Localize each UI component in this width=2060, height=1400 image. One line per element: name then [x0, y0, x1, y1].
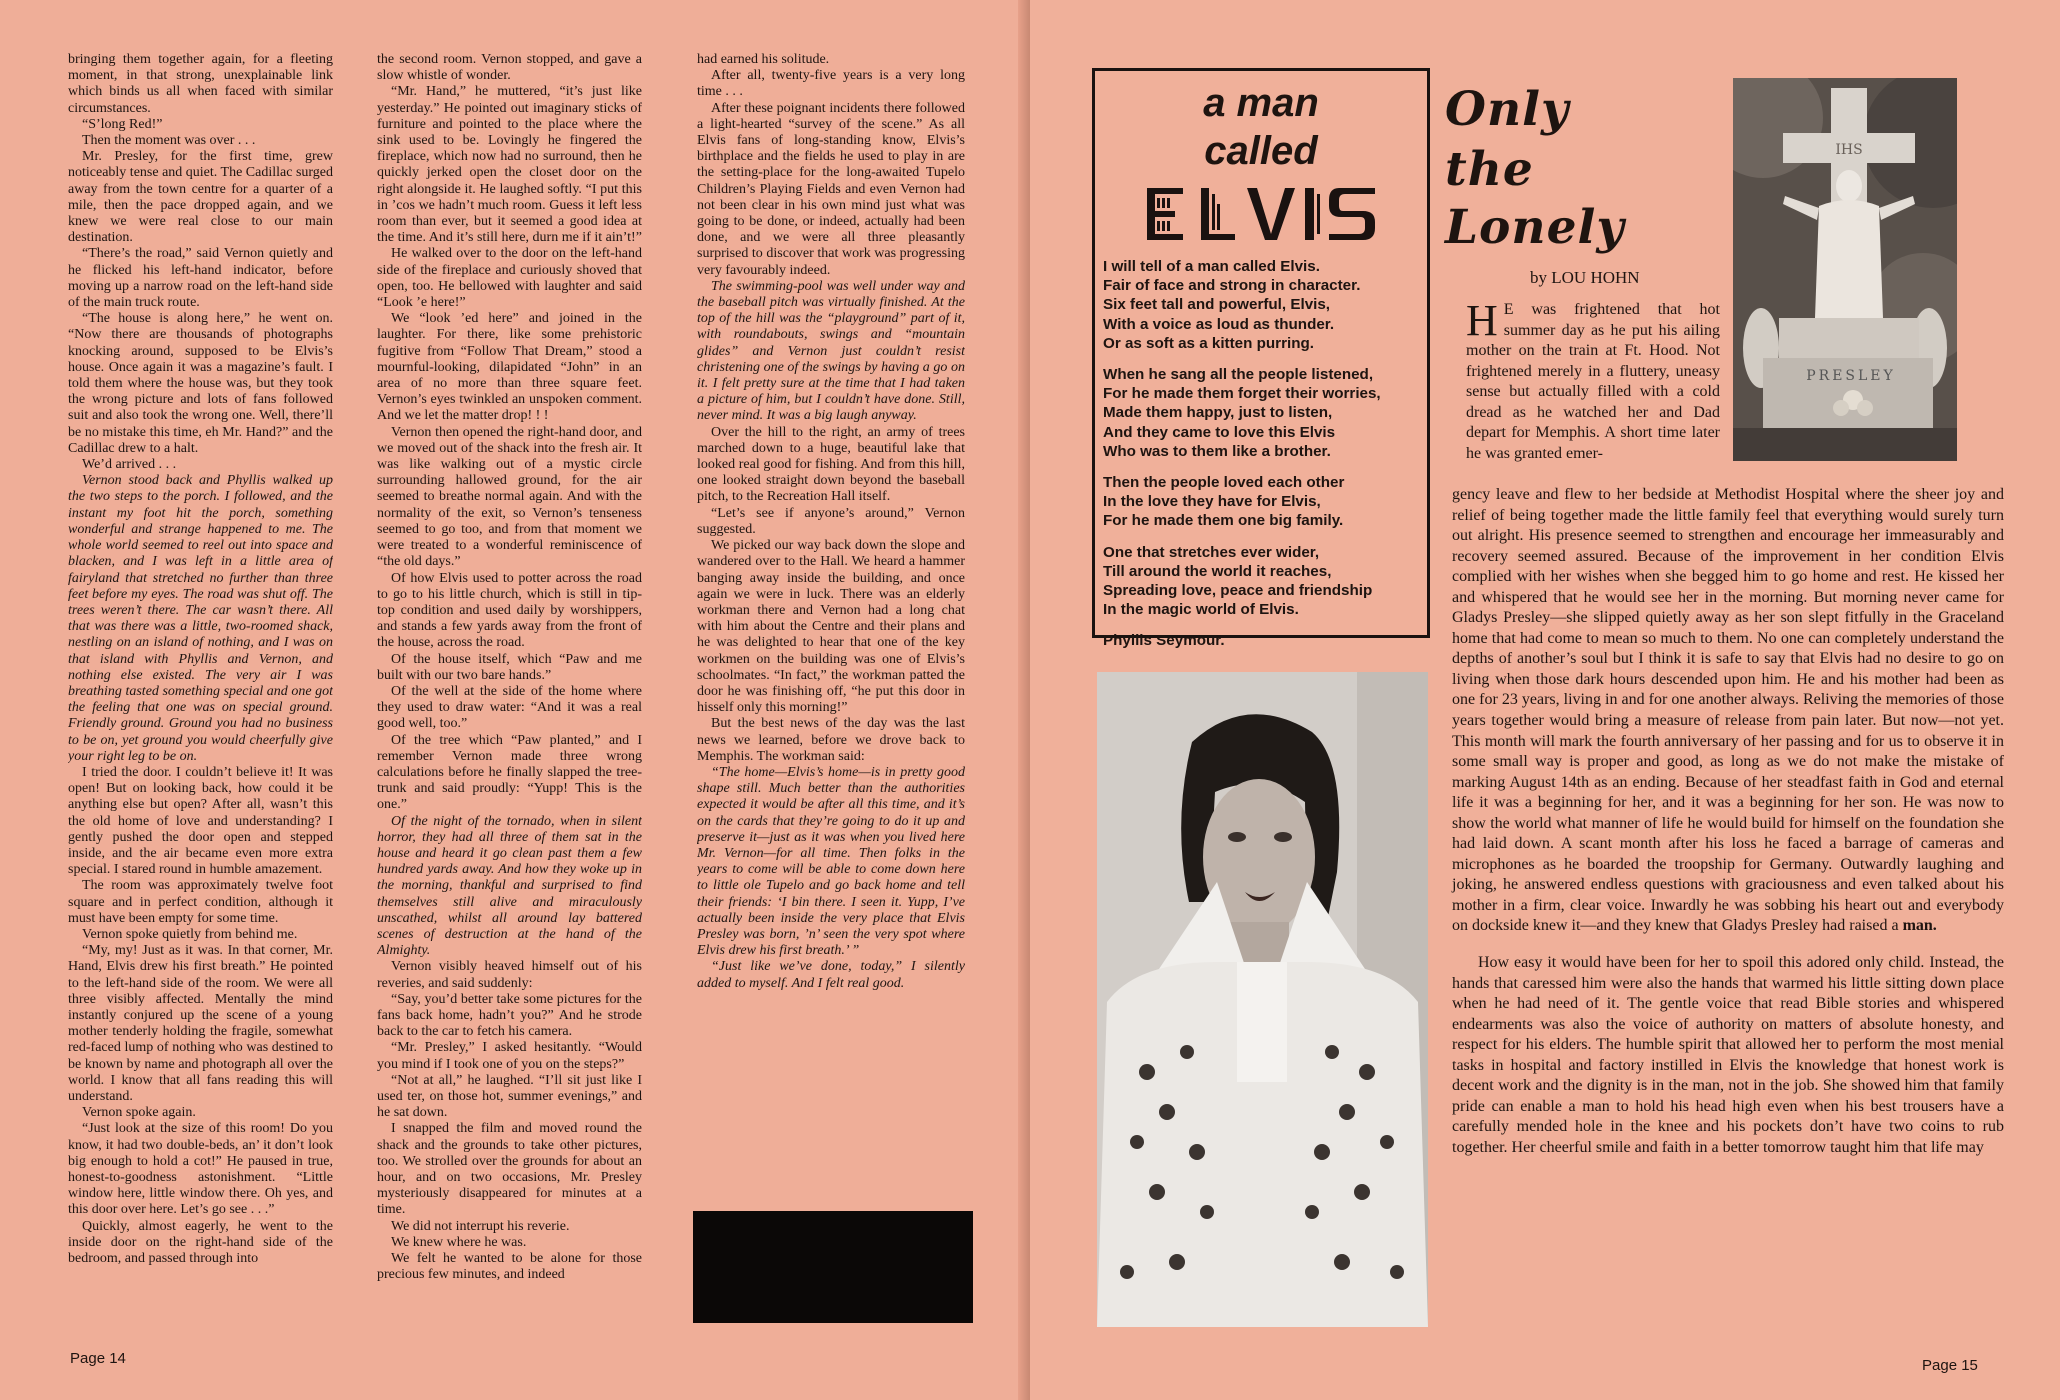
column-paragraph: The swimming-pool was well under way and the baseball pitch was virtually finished. At the top of the hill was the “playground” part of it, with roundabouts, swings and “mountain glides” and Vernon just couldn’t resist christening one of the swings by having a go on it. I felt pretty sure at the time that I had taken a picture of him, but I couldn’t have done. Still, never mind. It was a big laugh anyway. [697, 278, 965, 424]
poem-line: When he sang all the people listened, [1103, 366, 1374, 384]
article-body [1452, 485, 2004, 1159]
column-paragraph: bringing them together again, for a fleeting moment, in that strong, unexplainable link which binds us all when faced with similar circumstances. [68, 52, 333, 116]
page-number-right: Page 15 [1922, 1357, 1978, 1374]
column-paragraph: He walked over to the door on the left-hand side of the fireplace and curiously shoved that open, too. He bellowed with laughter and said “Look ’e here!” [377, 246, 642, 311]
column-paragraph: had earned his solitude. [697, 52, 830, 67]
elvis-logo [1143, 184, 1383, 244]
poem-box [1092, 68, 1430, 650]
column-paragraph: “Not at all,” he laughed. “I’ll sit just like I used ter, on those hot, summer evenings,” and he sat down. [377, 1072, 642, 1121]
article-paragraph-1 [1452, 485, 2004, 937]
paragraph-1-text: gency leave and flew to her bedside at Methodist Hospital where the sheer joy and relief of being together made the little family feel that everything would surely turn out alright. His presence seemed to strengthen and encourage her immeasurably and recovery seemed assured. Because of the improvement in her condition Elvis complied with her wishes when she begged him to go home and rest. He kissed her and whispered that he would see her in the morning. But morning never came for Gladys Presley—she slipped quietly away as her son slept fitfully in the Graceland home that had come to mean so much to them. No one can completely understand the depths of another’s soul but I think it is safe to say that Elvis had no desire to go on living when those dark hours descended upon him. He and his mother had been as one for 23 years, living in and for one another always. Reliving the memories of those years together would bring a measure of release from pain later. But now—not yet. This month will mark the fourth anniversary of her passing and for us to observe it in some small way is proper and good, as long as we do not make the mistake of marking August 14th as an ending. Because of her steadfast faith in God and eternal life it was a beginning for her, and it was a beginning for her son. He was now to show the world what manner of life he would build for himself on the foundation she had laid down. A scant month after his loss he faced a barrage of cameras and microphones as he boarded the troopship for Germany. Outwardly laughing and joking, he answered endless questions with graciousness and even talked about his mother in a firm, clear voice. Inwardly he was sobbing his heart out and everybody on dockside knew it—and they knew that Gladys Presley had raised a [1452, 486, 2004, 935]
column-paragraph: Vernon stood back and Phyllis walked up the two steps to the porch. I followed, and the instant my foot hit the porch, something wonderful and strange happened to me. The whole world seemed to reel out into space and blacken, and I was left in a little area of fairyland that stretched no further than three feet before my eyes. The road was shut off. The trees weren’t there. The car wasn’t there. All that was there was a little, two-roomed shack, nestling on an island of nothing, and I was on that island with Phyllis and Vernon, and nothing else existed. The very air I was breathing tasted something special and one got the feeling that one was on special ground. Friendly ground. Ground you had no business to be on, yet ground you would cheerfully give your right leg to be on. [68, 473, 333, 764]
poem-line: I will tell of a man called Elvis. [1103, 258, 1320, 275]
poem-line: One that stretches ever wider, [1103, 543, 1320, 561]
poem-line: Till around the world it reaches, [1103, 562, 1332, 580]
column-paragraph: “Let’s see if anyone’s around,” Vernon suggested. [697, 505, 965, 537]
column-paragraph: Of the well at the side of the home where they used to draw water: “And it was a real good well, too.” [377, 683, 642, 732]
column-paragraph: Then the moment was over . . . [82, 133, 256, 149]
column-paragraph: the second room. Vernon stopped, and gave a slow whistle of wonder. [377, 52, 642, 84]
column-paragraph: We felt he wanted to be alone for those precious few minutes, and indeed [377, 1251, 642, 1283]
grave-inscription: PRESLEY [1806, 368, 1896, 384]
column-paragraph: “There’s the road,” said Vernon quietly and he flicked his left-hand indicator, before moving up a narrow road on the left-hand side of the main truck route. [68, 246, 333, 311]
poem-line: For he made them one big family. [1103, 512, 1344, 530]
column-paragraph: “My, my! Just as it was. In that corner, Mr. Hand, Elvis drew his first breath.” He pointed to the left-hand side of the room. We were all three visibly affected. Mentally the mind instantly conjured up the scene of a young mother tenderly holding the fragile, somewhat red-faced lump of nothing who was destined to be known by name and photograph all over the world. I know that all fans reading this will understand. [68, 943, 333, 1104]
column-paragraph: Of how Elvis used to potter across the road to go to his little church, which is still in tip-top condition and used daily by worshippers, and stands a few yards away from the front of the house, across the road. [377, 570, 642, 651]
poem-line: Made them happy, just to listen, [1103, 404, 1333, 422]
article-paragraph-2: How easy it would have been for her to spoil this adored only child. Instead, the hands that caressed him were also the hands that warmed his little sitting down place when he had need of it. The gentle voice that read Bible stories and whispered endearments was also the voice of authority on matters of absolute honesty, and respect for his elders. The humble spirit that allowed her to perform the most menial tasks in hospital and factory instilled in Elvis the knowledge that honest work is decent work and the dignity is in the man, not in the job. She showed him that family pride can enable a man to hold his head high even when his best trousers have a carefully mended hole in the knee and his pockets don’t have two coins to rub together. Her cheerful smile and faith in a better tomorrow taught him that life may [1452, 954, 2004, 1156]
column-paragraph: “Just look at the size of this room! Do you know, it had two double-beds, an’ it don’t look big enough to hold a cot!” He paused in true, honest-to-goodness astonishment. “Little window here, little window there. Oh yes, and this door over here. Let’s go see . . .” [68, 1121, 333, 1218]
column-paragraph: Vernon visibly heaved himself out of his reveries, and said suddenly: [377, 959, 642, 991]
poem-line: Fair of face and strong in character. [1103, 277, 1361, 295]
column-paragraph: “Mr. Presley,” I asked hesitantly. “Would you mind if I took one of you on the steps?” [377, 1040, 642, 1072]
column-paragraph: I tried the door. I couldn’t believe it! It was open! But on looking back, how could it be anything else but open? After all, wasn’t this the old home of love and understanding? I gently pushed the door open and stepped inside, and the air became even more extra special. I stared round in humble amazement. [68, 764, 333, 878]
poem-line: For he made them forget their worries, [1103, 385, 1381, 403]
left-column-2 [377, 52, 642, 1300]
drop-cap: H [1466, 296, 1498, 345]
poem-line: In the love they have for Elvis, [1103, 493, 1321, 511]
byline: by LOU HOHN [1530, 268, 1640, 287]
cross-monogram: IHS [1835, 142, 1863, 158]
poem-author: Phyllis Seymour. [1103, 632, 1225, 650]
column-paragraph: But the best news of the day was the last news we learned, before we drove back to Memphis. The workman said: [697, 716, 965, 764]
poem-stanza [1103, 543, 1428, 620]
poem-stanza [1103, 257, 1428, 353]
column-paragraph: Mr. Presley, for the first time, grew noticeably tense and quiet. The Cadillac surged away from the town centre for a quarter of a mile, then the pace dropped again, and we knew we were real close to our main destination. [68, 149, 333, 246]
article-intro-text: E was frightened that hot summer day as he put his ailing mother on the train at Ft. Hood. Not frightened merely in a fluttery, uneasy sense but actually filled with a cold dread as he watched her and Dad depart for Memphis. A short time later he was granted emer- [1466, 301, 1720, 462]
poem-stanza [1103, 365, 1428, 461]
column-paragraph: “S’long Red!” [82, 116, 163, 132]
left-column-1 [68, 52, 333, 1300]
poem-line: Or as soft as a kitten purring. [1103, 334, 1314, 352]
column-paragraph: Vernon spoke quietly from behind me. [82, 926, 298, 942]
column-paragraph: Quickly, almost eagerly, he went to the inside door on the right-hand side of the bedroom, and passed through into [68, 1218, 333, 1267]
grave-monument-photo [1733, 78, 1957, 461]
column-paragraph: The room was approximately twelve foot square and in perfect condition, although it must have been empty for some time. [68, 878, 333, 926]
article-title-line1: Only [1445, 82, 1570, 137]
column-paragraph: “Mr. Hand,” he muttered, “it’s just like yesterday.” He pointed out imaginary sticks of furniture and pointed to the place where the sink used to be. Lovingly he fingered the fireplace, which now had no surround, then he quickly jerked open the closet door on the right alongside it. He laughed softly. “I put this in ’cos we hadn’t much room. Guess it left less room than ever, but it seemed a good idea at the time. And it’s still here, durn me if it ain’t!” [377, 84, 642, 246]
article-intro [1466, 296, 1720, 464]
poem-line: Spreading love, peace and friendship [1103, 582, 1373, 600]
elvis-portrait-photo [1097, 672, 1428, 1327]
column-paragraph: After all, twenty-five years is a very long time . . . [697, 68, 965, 100]
column-paragraph: After these poignant incidents there followed a light-hearted “survey of the scene.” As all Elvis fans of long-standing know, Elvis’s birthplace and the fields he used to play in are the setting-place for the long-awaited Tupelo Children’s Playing Fields and even Vernon had not been clear in his own mind just what was going to be done, or indeed, actually had been done, and we were all three pleasantly surprised to discover that work was progressing very favourably indeed. [697, 100, 965, 278]
column-paragraph: We did not interrupt his reverie. [391, 1218, 570, 1234]
article-title-line3: Lonely [1445, 200, 1625, 255]
column-paragraph: “Just like we’ve done, today,” I silently added to myself. And I felt real good. [697, 959, 965, 991]
column-paragraph: Over the hill to the right, an army of trees marched down to a huge, beautiful lake that looked real good for fishing. And from this hill, one looked straight down beyond the baseball pitch, to the Recreation Hall itself. [697, 424, 965, 505]
column-paragraph: We’d arrived . . . [82, 457, 177, 473]
article-title-line2: the [1445, 142, 1534, 197]
column-paragraph: “The home—Elvis’s home—is in pretty good shape still. Much better than the authorities expected it would be after all this time, and it’s on the cards that they’re going to do it up and preserve it—just as it was when you lived here Mr. Vernon—for all time. Then folks in the years to come will be able to come down here to little ole Tupelo and go back home and tell their friends: ‘I bin there. I seen it. Yupp, I’ve actually been inside the very place that Elvis Presley was born, ’n’ seen the very spot where Elvis drew his first breath.’ ” [697, 764, 965, 959]
elvis-illustration [1097, 672, 1428, 1327]
page-number-left: Page 14 [70, 1350, 126, 1367]
column-paragraph: Of the night of the tornado, when in silent horror, they had all three of them sat in the house and heard it go clean past them a few hundred yards away. And how they woke up in the morning, thankful and surprised to find themselves still alive and miraculously unscathed, whilst all around lay battered scenes of destruction at the hand of the Almighty. [377, 813, 642, 959]
poem-stanza [1103, 473, 1428, 531]
poem-title-line2: called [1204, 129, 1318, 173]
poem-line: In the magic world of Elvis. [1103, 601, 1299, 619]
poem-title-line1: a man [1203, 81, 1319, 125]
poem-line: And they came to love this Elvis [1103, 423, 1336, 441]
column-paragraph: Of the tree which “Paw planted,” and I remember Vernon made three wrong calculations before he finally slapped the tree-trunk and said proudly: “Yupp! This is the one.” [377, 732, 642, 813]
column-paragraph: Vernon then opened the right-hand door, and we moved out of the shack into the fresh air. It was like walking out of a mystic circle surrounding hallowed ground, for the air seemed to breathe normal again. And with the normality of the exit, so Vernon’s tenseness seemed to go too, and from that moment we were treated to a wonderful reminiscence of “the old days.” [377, 424, 642, 570]
column-paragraph: We knew where he was. [391, 1234, 527, 1250]
poem-line: Who was to them like a brother. [1103, 442, 1331, 460]
column-paragraph: Of the house itself, which “Paw and me built with our two bare hands.” [377, 651, 642, 683]
poem-line: Then the people loved each other [1103, 474, 1345, 492]
poem-line: With a voice as loud as thunder. [1103, 315, 1335, 333]
poem-text [1103, 257, 1428, 651]
left-column-3 [697, 52, 965, 1077]
column-paragraph: “The house is along here,” he went on. “Now there are thousands of photographs knocking around, supposed to be Elvis’s house. Once again it was a magazine’s fault. I told them where the house was, but they took the wrong picture and lots of fans followed suit and also took the wrong one. Well, there’ll be no mistake this time, eh Mr. Hand?” and the Cadillac drew to a halt. [68, 311, 333, 456]
grave-illustration [1733, 78, 1957, 461]
column-paragraph: We picked our way back down the slope and wandered over to the Hall. We heard a hammer banging away inside the building, and once again we were in luck. There was an elderly workman there and Vernon had a long chat with him about the Centre and their plans and he was delighted to hear that one of the key workmen on the building was one of Elvis’s schoolmates. “In fact,” the workman patted the door he was finishing off, “he put this door in hisself only this morning!” [697, 538, 965, 716]
poem-line: Six feet tall and powerful, Elvis, [1103, 296, 1331, 314]
bold-word-man: man. [1902, 917, 1937, 935]
column-paragraph: We “look ’ed here” and joined in the laughter. For there, like some prehistoric fugitive from “Follow That Dream,” stood a mournful-looking, dilapidated “John” in an area of no more than three square feet. Vernon’s eyes twinkled an unspoken comment. And we let the matter drop! ! ! [377, 311, 642, 424]
column-paragraph: I snapped the film and moved round the shack and the grounds to take other pictures, too. We strolled over the grounds for about an hour, and on two occasions, Mr. Presley mysteriously disappeared for minutes at a time. [377, 1121, 642, 1218]
black-block [693, 1211, 973, 1323]
column-paragraph: “Say, you’d better take some pictures for the fans back home, hadn’t you?” And he strode back to the car to fetch his camera. [377, 991, 642, 1040]
column-paragraph: Vernon spoke again. [82, 1105, 196, 1121]
